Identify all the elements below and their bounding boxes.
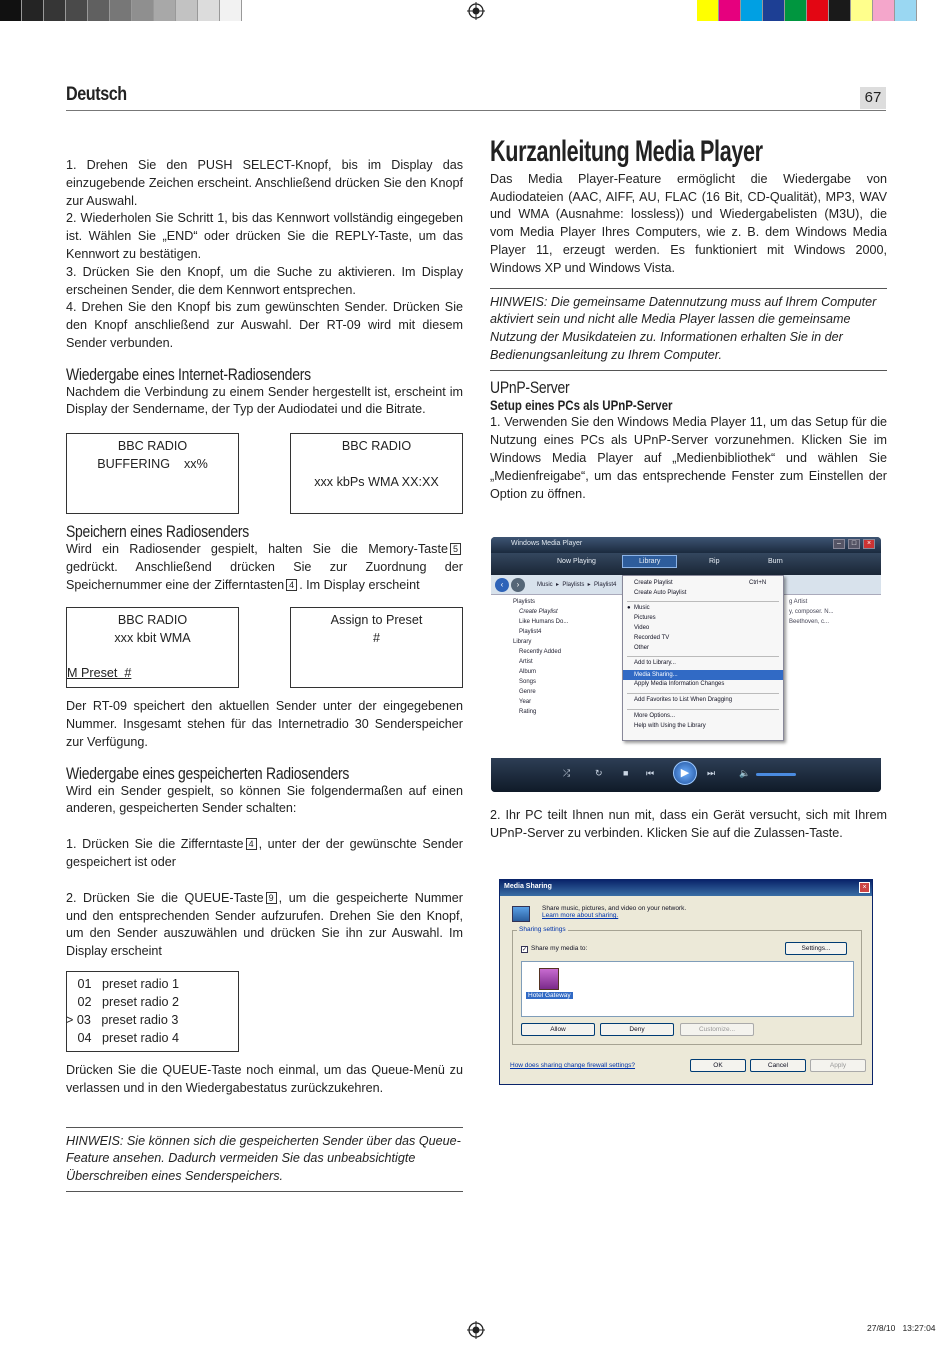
menu-item-create-playlist[interactable]: Create Playlist: [634, 580, 673, 586]
back-arrow-icon[interactable]: ‹: [495, 578, 509, 592]
preset-line: 01 preset radio 1: [67, 976, 180, 991]
tree-item[interactable]: Genre: [519, 689, 536, 695]
learn-more-link[interactable]: Learn more about sharing.: [542, 912, 619, 919]
settings-button[interactable]: Settings...: [785, 942, 847, 955]
text-fragment: 1. Drücken Sie die Zifferntaste: [66, 837, 244, 852]
section-text: [66, 541, 463, 594]
menu-item-music[interactable]: Music: [634, 605, 650, 611]
library-tree: [497, 597, 615, 717]
calibration-swatch: [873, 0, 895, 21]
section-text: Drücken Sie die QUEUE-Taste noch einmal, um das Queue-Menü zu verlassen und in den Wiedergabestatus zurückzukehren.: [66, 1062, 463, 1095]
display-box: [66, 607, 239, 688]
dialog-title: Media Sharing: [500, 880, 872, 896]
menu-item-add-favorites[interactable]: Add Favorites to List When Dragging: [634, 697, 733, 703]
display-line: BBC RADIO: [117, 439, 188, 454]
menu-item-recorded-tv[interactable]: Recorded TV: [634, 635, 670, 641]
stop-icon[interactable]: ■: [623, 768, 629, 778]
queue-key-icon: 9: [266, 892, 277, 904]
display-line: BUFFERING xx%: [97, 457, 208, 472]
sharing-settings-group: [512, 926, 862, 1045]
tree-item[interactable]: Create Playlist: [519, 609, 558, 615]
language-header: Deutsch: [66, 84, 127, 105]
share-media-checkbox[interactable]: [521, 945, 587, 953]
preset-display: [66, 971, 239, 1052]
calibration-swatch: [763, 0, 785, 21]
intro-steps: 1. Drehen Sie den PUSH SELECT-Knopf, bis im Display das einzugebende Zeichen erscheint. Anschließend drücken Sie den Knopf zur Auswahl. 2. Wiederholen Sie Schritt 1, bis das Kennwort vollständig eingegeben ist. Wählen Sie „END“ oder drücken Sie die REPLY-Taste, um das Kennwort zu bestätigen. 3. Drücken Sie den Knopf, um die Suche zu aktivieren. Im Display erscheinen Sender, die dem Kennwort entsprechen. 4. Drehen Sie den Knopf bis zum gewünschten Sender. Drücken Sie den Knopf anschließend zur Auswahl. Der RT-09 wird mit diesem Sender verbunden.: [66, 158, 463, 350]
page-title: Kurzanleitung Media Player: [490, 135, 763, 168]
next-icon[interactable]: ⏭: [707, 768, 716, 778]
section-text: Der RT-09 speichert den aktuellen Sender unter der eingegebenen Nummer. Insgesamt stehen für das Internetradio 30 Senderspeicher zur Verfügung.: [66, 699, 463, 749]
display-line: #: [372, 631, 380, 646]
calibration-swatch: [198, 0, 220, 21]
menu-item-more-options[interactable]: More Options...: [634, 713, 676, 719]
media-sharing-dialog: [499, 879, 873, 1085]
library-dropdown-menu: [622, 575, 784, 741]
text-fragment: Wird ein Radiosender gespielt, halten Sie die Memory-Taste: [66, 541, 448, 556]
text-fragment: , unter der der gewünschte Sender gespeichert ist oder: [66, 837, 463, 869]
calibration-swatch: [895, 0, 917, 21]
registration-mark-icon: [467, 2, 485, 20]
preset-line: > 03 preset radio 3: [66, 1012, 179, 1027]
display-line: M Preset #: [67, 666, 132, 681]
section-heading: Wiedergabe eines gespeicherten Radiosenders: [66, 763, 350, 783]
device-label: Hotel Gateway: [528, 992, 571, 999]
menu-item-create-auto-playlist[interactable]: Create Auto Playlist: [634, 590, 687, 596]
section-heading: Wiedergabe eines Internet-Radiosenders: [66, 364, 311, 384]
menu-item-apply-media-info[interactable]: Apply Media Information Changes: [634, 681, 725, 687]
column-details: [789, 597, 834, 627]
display-examples: [66, 607, 463, 688]
volume-slider[interactable]: [756, 773, 796, 776]
close-icon[interactable]: ×: [859, 882, 870, 893]
number-key-icon: 4: [246, 838, 257, 850]
allow-button[interactable]: Allow: [521, 1023, 595, 1036]
section-text: Nachdem die Verbindung zu einem Sender hergestellt ist, erscheint im Display der Sendername, der Typ der Audiodatei und die Bitrate.: [66, 384, 463, 417]
display-box: [290, 433, 463, 514]
menu-item-help[interactable]: Help with Using the Library: [634, 723, 706, 729]
detail-text: y, composer. N...: [789, 609, 834, 615]
volume-icon[interactable]: 🔈: [739, 768, 751, 778]
menu-separator: [627, 656, 779, 657]
display-examples: [66, 433, 463, 514]
display-line: BBC RADIO: [117, 613, 188, 628]
menu-shortcut: Ctrl+N: [749, 580, 767, 586]
tree-item[interactable]: Album: [519, 669, 537, 675]
registration-mark-icon: [467, 1321, 485, 1339]
group-label: Sharing settings: [519, 926, 566, 933]
apply-button[interactable]: Apply: [810, 1059, 866, 1072]
calibration-swatch: [176, 0, 198, 21]
calibration-swatch: [110, 0, 132, 21]
menu-item-video[interactable]: Video: [634, 625, 650, 631]
menu-separator: [627, 693, 779, 694]
menu-item-media-sharing[interactable]: Media Sharing...: [623, 670, 783, 680]
tree-item[interactable]: Playlist4: [519, 629, 542, 635]
text-fragment: . Im Display erscheint: [299, 577, 420, 592]
previous-icon[interactable]: ⏮: [646, 768, 655, 778]
media-device-icon: [539, 968, 559, 990]
cancel-button[interactable]: Cancel: [750, 1059, 806, 1072]
shuffle-icon[interactable]: ⤮: [563, 768, 571, 778]
note-box: HINWEIS: Die gemeinsame Datennutzung muss auf Ihrem Computer aktiviert sein und nicht alle Media Player lassen die gemeinsame Nutzung der Musikdateien zu. Informationen erhalten Sie in der Bedienungsanleitung zu Ihrem Computer.: [490, 288, 887, 371]
detail-text: Beethoven, c...: [789, 619, 830, 625]
preset-line: 02 preset radio 2: [67, 994, 180, 1009]
menu-separator: [627, 601, 779, 602]
left-column: [66, 157, 463, 1192]
header-rule: [66, 110, 886, 111]
calibration-swatch: [697, 0, 719, 21]
network-share-icon: [512, 906, 530, 922]
calibration-swatch: [741, 0, 763, 21]
repeat-icon[interactable]: ↻: [595, 768, 603, 778]
playback-controls: [491, 758, 881, 792]
display-line: Assign to Preset: [330, 613, 423, 628]
calibration-swatch: [22, 0, 44, 21]
tree-item[interactable]: Playlists: [513, 599, 536, 605]
print-timestamp: 27/8/10 13:27:04: [867, 1323, 936, 1333]
text-fragment: , um die gespeicherte Nummer und den entsprechenden Sender aufzurufen. Drehen Sie den Knopf, um den Sender auszuwählen und drücken Sie ihn zur Auswahl. Im Display erscheint: [66, 890, 463, 959]
calibration-swatch: [132, 0, 154, 21]
tree-item[interactable]: Artist: [519, 659, 533, 665]
number-key-icon: 4: [286, 579, 297, 591]
display-line: BBC RADIO: [341, 439, 412, 454]
step-text: [66, 836, 463, 872]
tree-item[interactable]: Rating: [519, 709, 537, 715]
tab-rip[interactable]: Rip: [709, 558, 720, 565]
gray-calibration-strip: [0, 0, 242, 21]
menu-item-add-to-library[interactable]: Add to Library...: [634, 660, 676, 666]
checkbox-checked-icon[interactable]: ✓: [522, 947, 528, 953]
calibration-swatch: [851, 0, 873, 21]
tab-now-playing[interactable]: Now Playing: [557, 558, 596, 565]
customize-button[interactable]: Customize...: [680, 1023, 754, 1036]
dialog-description: [542, 905, 686, 919]
calibration-swatch: [785, 0, 807, 21]
step-text: [66, 890, 463, 961]
close-icon[interactable]: ×: [863, 539, 875, 549]
calibration-swatch: [88, 0, 110, 21]
play-icon[interactable]: ▶: [673, 761, 697, 785]
section-heading: Speichern eines Radiosenders: [66, 522, 249, 542]
window-title: Windows Media Player: [491, 537, 881, 553]
window-controls: [833, 539, 875, 549]
forward-arrow-icon[interactable]: ›: [511, 578, 525, 592]
subsection-heading: Setup eines PCs als UPnP-Server: [490, 396, 673, 413]
calibration-swatch: [154, 0, 176, 21]
display-box: [290, 607, 463, 688]
tree-item[interactable]: Recently Added: [519, 649, 562, 655]
memory-key-icon: 5: [450, 543, 461, 555]
text-fragment: 2. Drücken Sie die QUEUE-Taste: [66, 890, 264, 905]
tab-library[interactable]: Library: [622, 555, 677, 568]
deny-button[interactable]: Deny: [600, 1023, 674, 1036]
display-line: xxx kbPs WMA XX:XX: [314, 475, 439, 490]
page-number: 67: [860, 87, 886, 109]
intro-text: Das Media Player-Feature ermöglicht die Wiedergabe von Audiodateien (AAC, AIFF, AU, FLAC (16 Bit, CD-Qualität), MP3, WAV und WMA (Ausnahme: lossless)) und Wiedergabelisten (M3U), die vom Media Player Ihres Computers, wie z. B. dem Windows Media Player 11, erzeugt werden. Es funktioniert mit Windows 2000, Windows XP und Windows Vista.: [490, 171, 887, 275]
tab-bar: [491, 553, 881, 575]
preset-line: 04 preset radio 4: [67, 1030, 180, 1045]
calibration-swatch: [0, 0, 22, 21]
ok-button[interactable]: OK: [690, 1059, 746, 1072]
media-player-window: [491, 537, 881, 792]
calibration-swatch: [719, 0, 741, 21]
display-box: [66, 433, 239, 514]
calibration-swatch: [829, 0, 851, 21]
calibration-swatch: [66, 0, 88, 21]
menu-item-pictures[interactable]: Pictures: [634, 615, 656, 621]
calibration-swatch: [220, 0, 242, 21]
detail-text: g Artist: [789, 599, 808, 605]
menu-item-other[interactable]: Other: [634, 645, 650, 651]
calibration-swatch: [807, 0, 829, 21]
device-list: [521, 961, 854, 1017]
firewall-settings-link[interactable]: How does sharing change firewall settings?: [510, 1062, 636, 1069]
tree-item[interactable]: Year: [519, 699, 532, 705]
tab-burn[interactable]: Burn: [768, 558, 783, 565]
step-text: 2. Ihr PC teilt Ihnen nun mit, dass ein Gerät versucht, sich mit Ihrem UPnP-Server zu verbinden. Klicken Sie auf die Zulassen-Taste.: [490, 808, 887, 841]
tree-item[interactable]: Songs: [519, 679, 537, 685]
step-text: 1. Verwenden Sie den Windows Media Player 11, um das Setup für die Nutzung eines PCs als UPnP-Server vorzunehmen. Klicken Sie im Windows Media Player auf „Medienbibliothek“ und wählen Sie „Medienfreigabe“, um das entsprechende Fenster zum Einstellen der Option zu öffnen.: [490, 415, 887, 501]
note-box: HINWEIS: Sie können sich die gespeicherten Sender über das Queue-Feature ansehen. Dadurch vermeiden Sie das unbeabsichtigte Überschreiben eines Senderspeichers.: [66, 1127, 463, 1192]
device-item[interactable]: [526, 968, 573, 999]
selected-bullet-icon: ●: [627, 605, 631, 611]
tree-item[interactable]: Library: [513, 639, 532, 645]
checkbox-label: Share my media to:: [531, 945, 588, 952]
maximize-icon[interactable]: □: [848, 539, 860, 549]
minimize-icon[interactable]: –: [833, 539, 845, 549]
section-heading: UPnP-Server: [490, 377, 570, 397]
menu-separator: [627, 709, 779, 710]
display-line: xxx kbit WMA: [114, 631, 191, 646]
text-fragment: gedrückt. Anschließend drücken Sie zur Zuordnung der Speichernummer eine der Zifferntasten: [66, 559, 463, 592]
breadcrumb[interactable]: Music ▸ Playlists ▸ Playlist4: [537, 582, 617, 588]
description-text: Share music, pictures, and video on your network.: [542, 905, 687, 912]
calibration-swatch: [44, 0, 66, 21]
color-calibration-strip: [697, 0, 917, 21]
section-text: Wird ein Sender gespielt, so können Sie folgendermaßen auf einen anderen, gespeicherten Sender schalten:: [66, 783, 463, 816]
tree-item[interactable]: Like Humans Do...: [519, 619, 569, 625]
